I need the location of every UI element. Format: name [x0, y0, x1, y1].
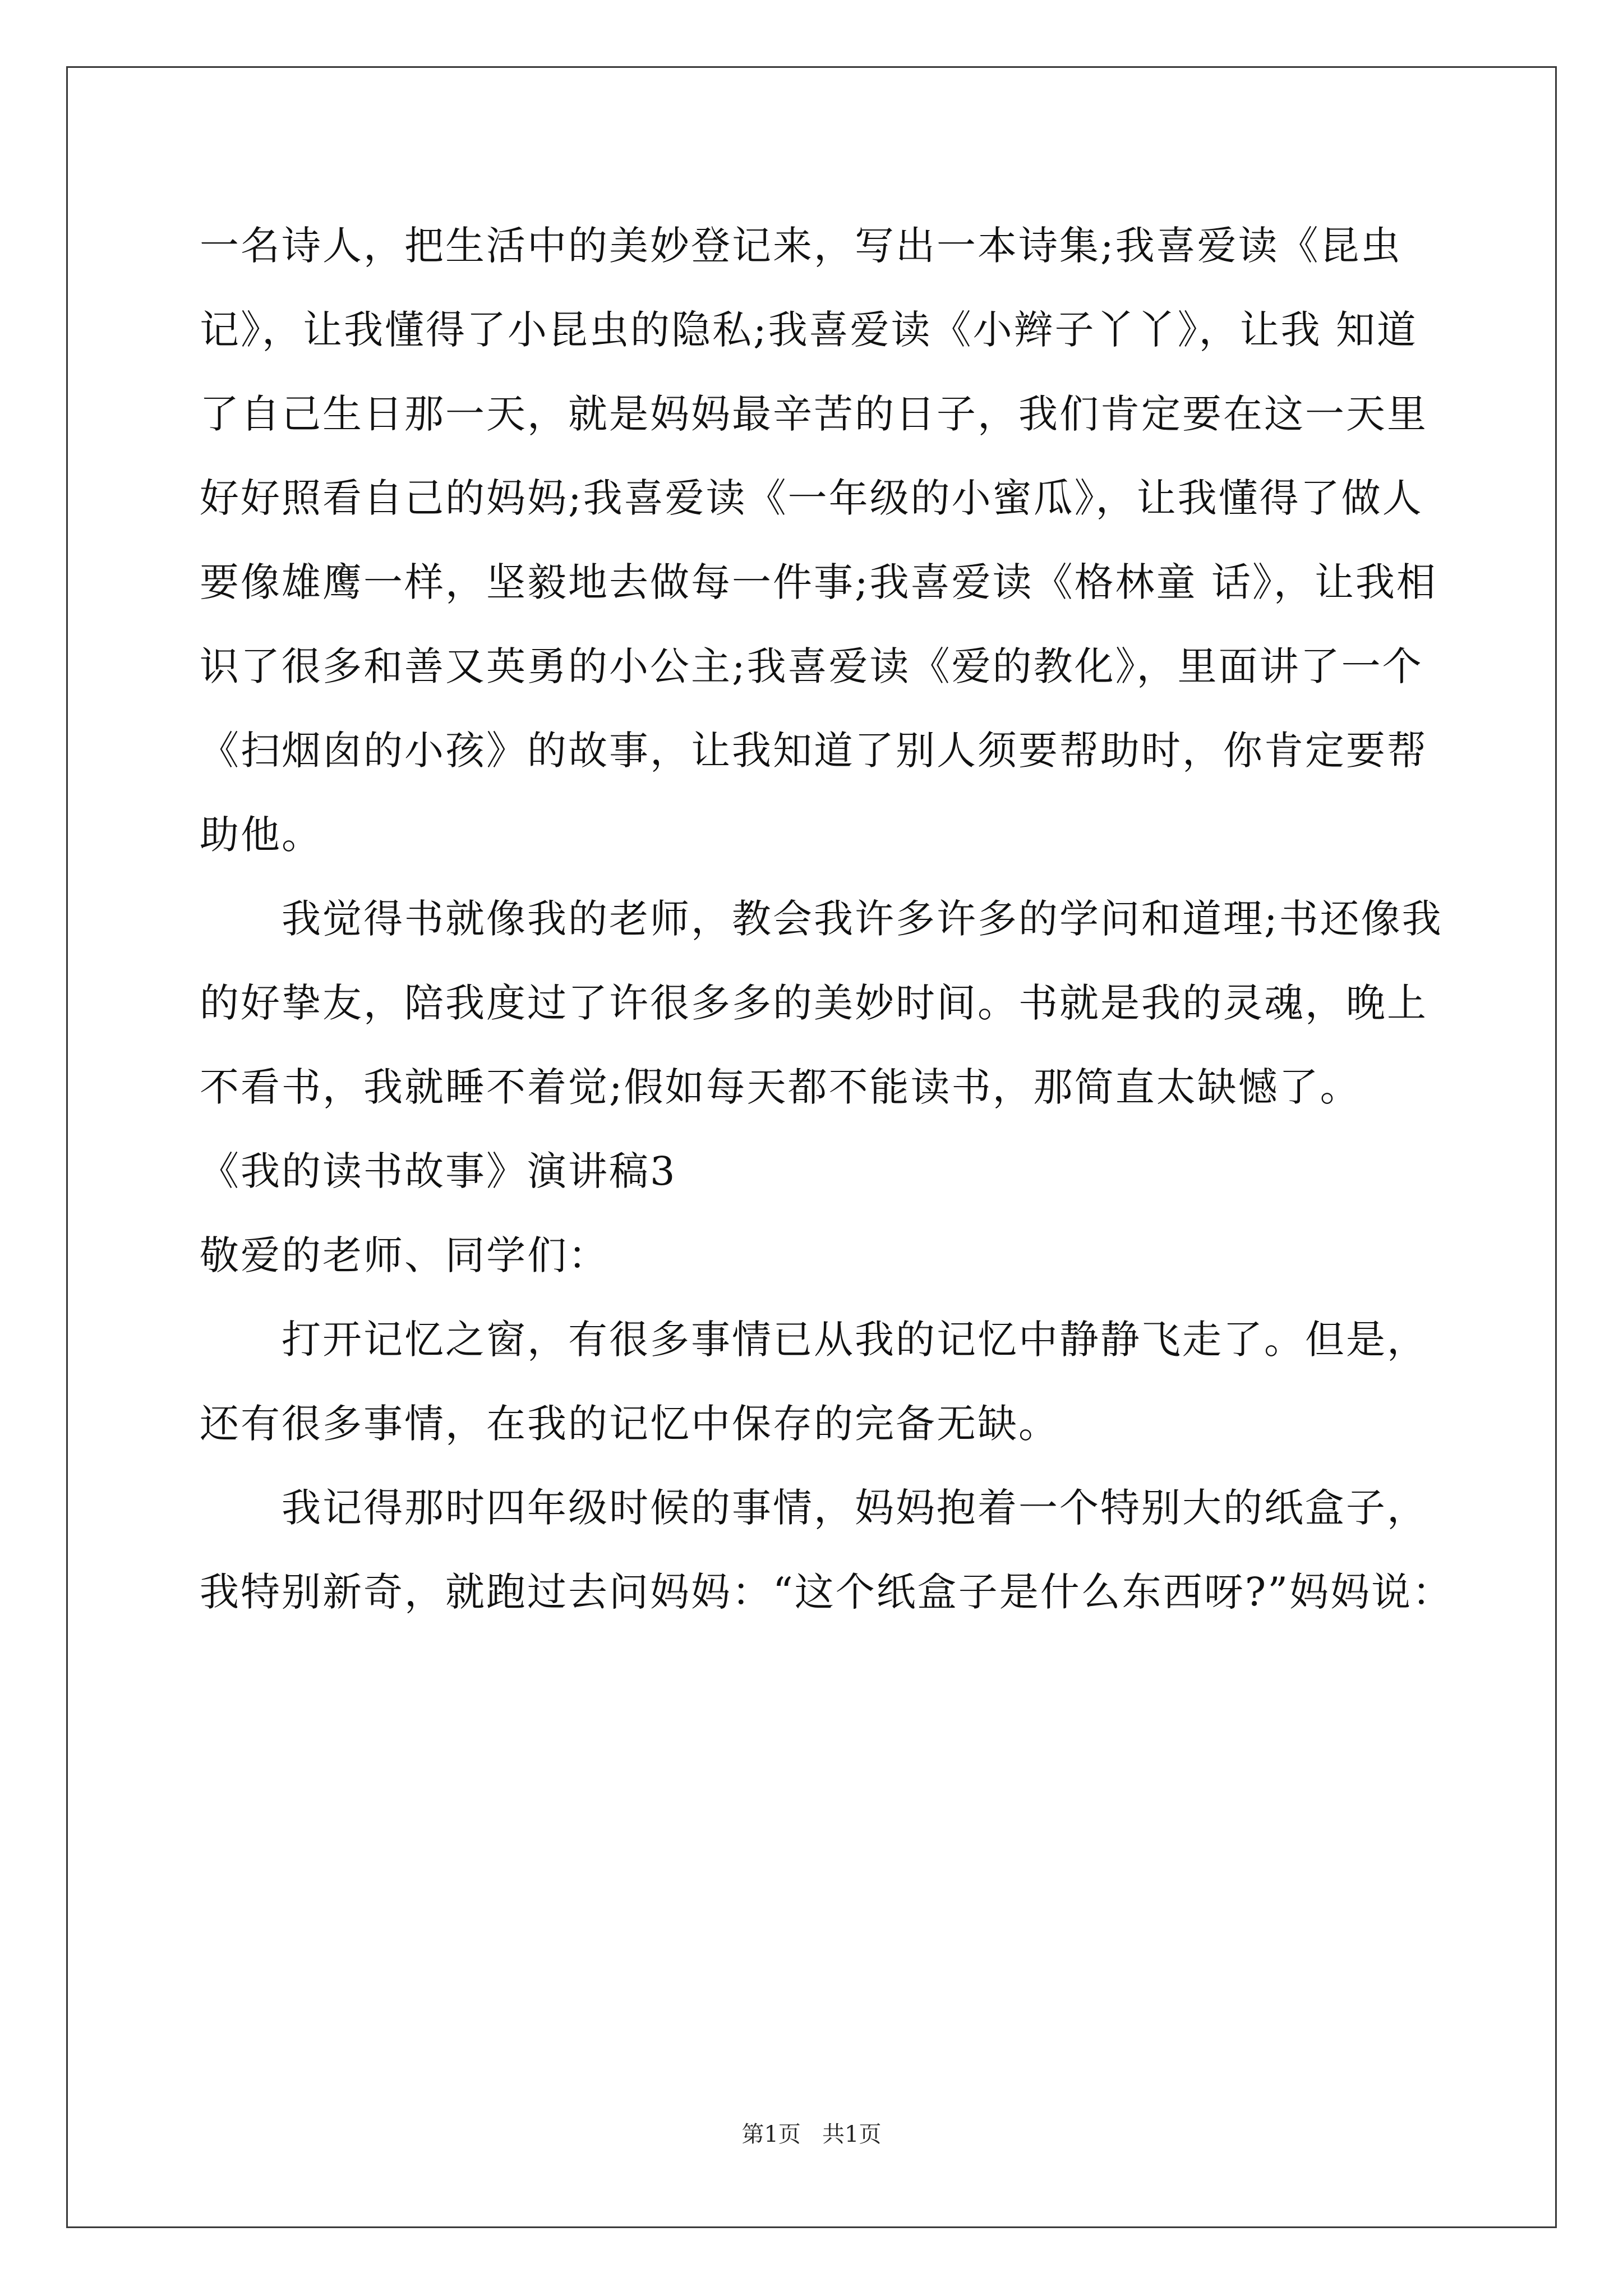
- paragraph-line: 打开记忆之窗，有很多事情已从我的记忆中静静飞走了。但是，: [282, 1317, 1428, 1363]
- paragraph-line: 我记得那时四年级时候的事情，妈妈抱着一个特别大的纸盒子，: [282, 1485, 1428, 1531]
- paragraph-line: 助他。: [200, 812, 322, 858]
- page-footer: 第1页 共1页: [741, 2122, 882, 2147]
- paragraph-line: 还有很多事情，在我的记忆中保存的完备无缺。: [200, 1401, 1059, 1447]
- paragraph-line: 了自己生日那一天，就是妈妈最辛苦的日子，我们肯定要在这一天里: [200, 391, 1428, 437]
- paragraph-line: 好好照看自己的妈妈;我喜爱读《一年级的小蜜瓜》，让我懂得了做人: [200, 475, 1423, 521]
- paragraph-line: 要像雄鹰一样，坚毅地去做每一件事;我喜爱读《格林童 话》，让我相: [200, 559, 1437, 605]
- paragraph-line: 《扫烟囱的小孩》的故事，让我知道了别人须要帮助时，你肯定要帮: [200, 728, 1428, 774]
- paragraph-line: 一名诗人，把生活中的美妙登记来，写出一本诗集;我喜爱读《昆虫: [200, 223, 1402, 269]
- paragraph-line: 不看书，我就睡不着觉;假如每天都不能读书，那简直太缺憾了。: [200, 1064, 1361, 1110]
- paragraph-line: 记》，让我懂得了小昆虫的隐私;我喜爱读《小辫子丫丫》，让我 知道: [200, 307, 1418, 353]
- salutation: 敬爱的老师、同学们：: [200, 1232, 609, 1278]
- paragraph-line: 我觉得书就像我的老师，教会我许多许多的学问和道理;书还像我: [282, 896, 1443, 942]
- paragraph-line: 我特别新奇，就跑过去问妈妈：“这个纸盒子是什么东西呀?”妈妈说：: [200, 1569, 1454, 1615]
- section-title: 《我的读书故事》演讲稿3: [200, 1148, 677, 1194]
- paragraph-line: 识了很多和善又英勇的小公主;我喜爱读《爱的教化》，里面讲了一个: [200, 643, 1423, 689]
- paragraph-line: 的好挚友，陪我度过了许很多多的美妙时间。书就是我的灵魂，晚上: [200, 980, 1428, 1026]
